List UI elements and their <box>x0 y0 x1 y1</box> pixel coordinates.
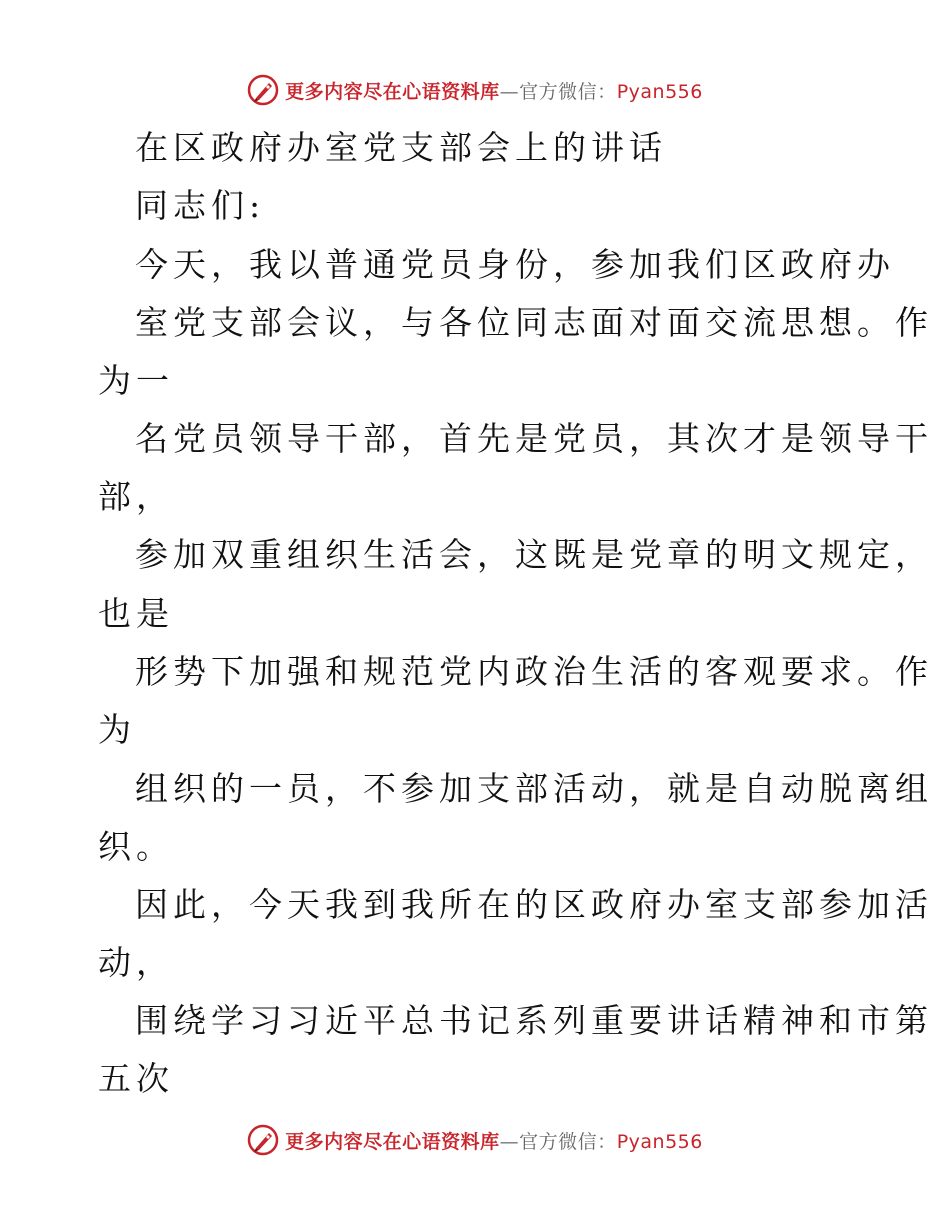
text-line: 今天，我以普通党员身份，参加我们区政府办 <box>135 245 895 284</box>
text-line: 织。 <box>98 827 174 866</box>
text-line: 为 <box>98 710 136 749</box>
watermark-promo: 更多内容尽在心语资料库 <box>285 1130 500 1153</box>
footer-watermark <box>0 1120 950 1160</box>
watermark-promo: 更多内容尽在心语资料库 <box>285 80 500 103</box>
text-line: 五次 <box>98 1059 174 1098</box>
salutation: 同志们: <box>135 186 266 225</box>
watermark-handle: Pyan556 <box>616 1130 703 1153</box>
quill-pen-logo-icon <box>247 1124 279 1156</box>
header-watermark <box>0 70 950 110</box>
watermark-account-label: 官方微信： <box>519 80 617 103</box>
text-line: 参加双重组织生活会，这既是党章的明文规定， <box>135 535 933 574</box>
watermark-dash: — <box>499 80 520 103</box>
document-title: 在区政府办室党支部会上的讲话 <box>135 128 667 167</box>
text-line: 名党员领导干部，首先是党员，其次才是领导干 <box>135 419 933 458</box>
text-line: 形势下加强和规范党内政治生活的客观要求。作 <box>135 652 933 691</box>
watermark-account-label: 官方微信： <box>519 1130 617 1153</box>
text-line: 室党支部会议，与各位同志面对面交流思想。作 <box>135 303 933 342</box>
quill-pen-logo-icon <box>247 74 279 106</box>
watermark-text <box>285 1127 703 1154</box>
text-line: 因此，今天我到我所在的区政府办室支部参加活 <box>135 885 933 924</box>
text-line: 组织的一员，不参加支部活动，就是自动脱离组 <box>135 769 933 808</box>
text-line: 也是 <box>98 594 174 633</box>
text-line: 为一 <box>98 361 174 400</box>
text-line: 动， <box>98 943 174 982</box>
text-line: 围绕学习习近平总书记系列重要讲话精神和市第 <box>135 1001 933 1040</box>
watermark-text <box>285 77 703 104</box>
watermark-handle: Pyan556 <box>616 80 703 103</box>
watermark-dash: — <box>499 1130 520 1153</box>
text-line: 部， <box>98 477 174 516</box>
